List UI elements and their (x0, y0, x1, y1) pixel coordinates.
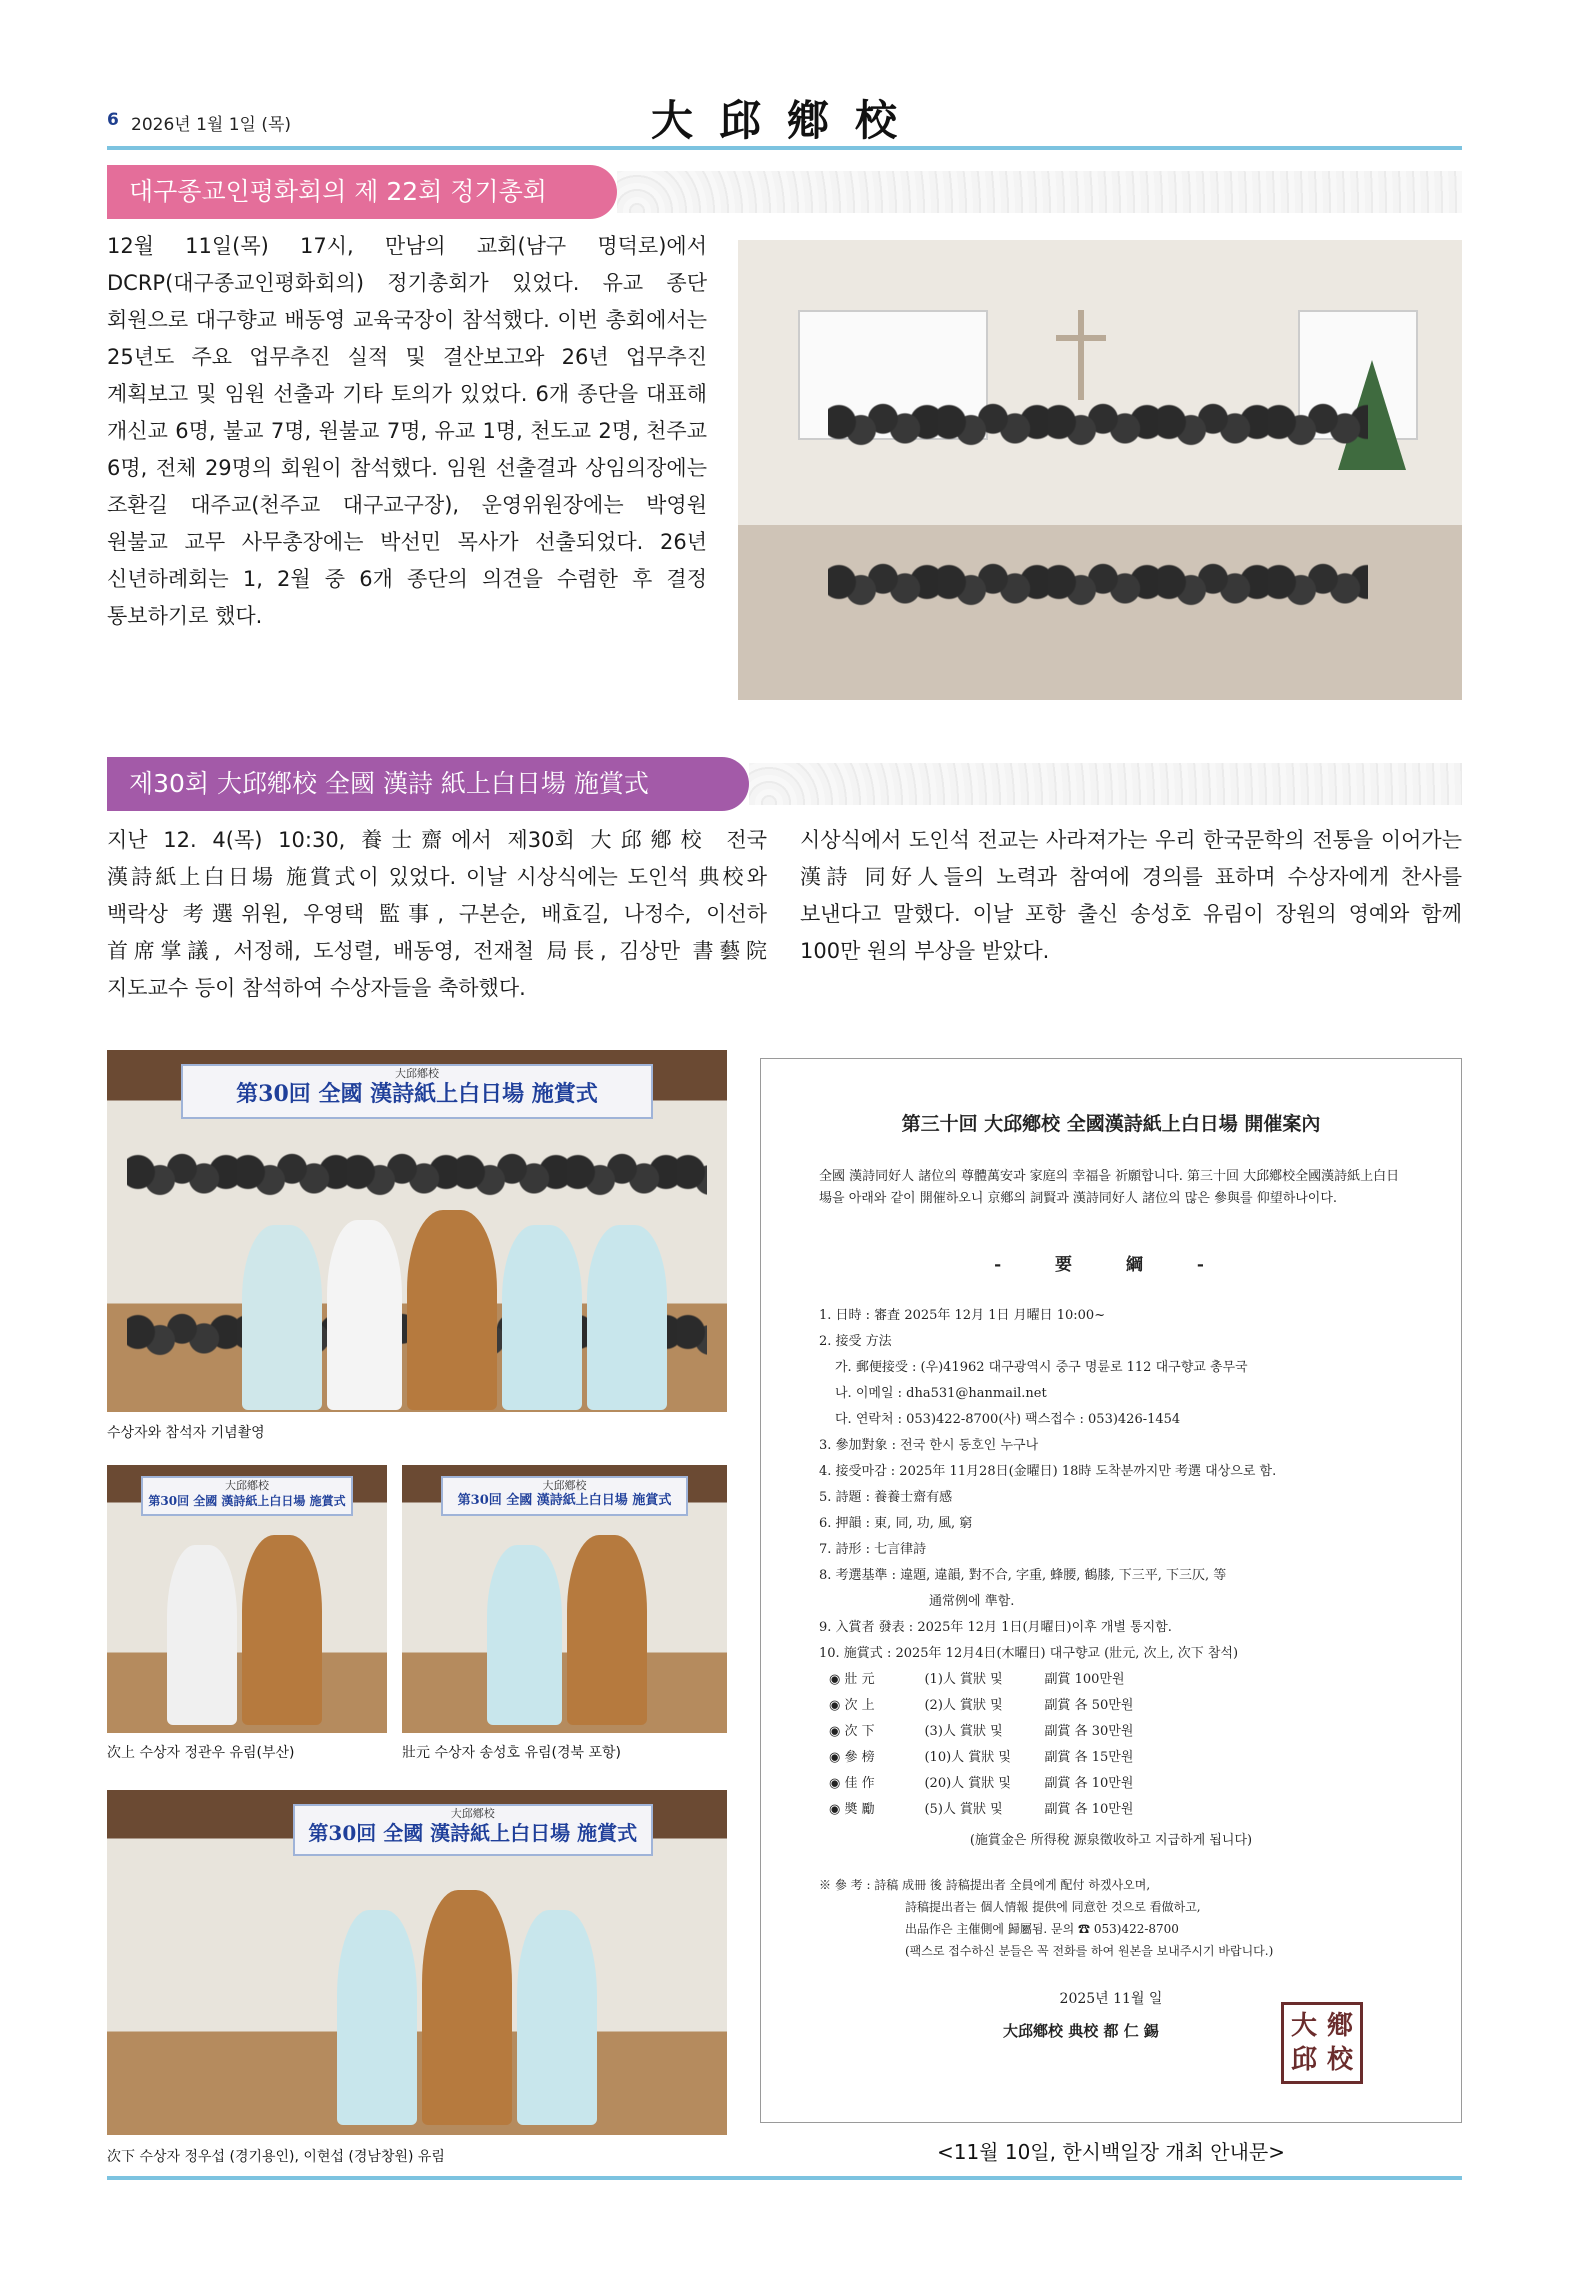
notice-items (819, 1303, 1421, 1823)
notice-item: 9. 入賞者 發表 : 2025年 12月 1日(月曜日)이후 개별 통지함. (819, 1620, 1172, 1635)
notice-item: 6. 押韻 : 東, 同, 功, 風, 窮 (819, 1516, 973, 1531)
notice-caption: <11월 10일, 한시백일장 개최 안내문> (936, 2140, 1286, 2164)
notice-reference: ※ 參 考 : 詩稿 成冊 後 詩稿提出者 全員에게 配付 하겠사오며, 詩稿提出者는 個人情報 提供에 同意한 것으로 看做하고, 出品作은 主催側에 歸屬됨. 문의 ☎ 053)422-8700 (팩스로 접수하신 분들은 꼭 전화를 하여 원본을 보내주시기 바랍니다.) (819, 1878, 1274, 1958)
prize-row: ◉ 奬 勵 (5)人 賞狀 및 副賞 各 10만원 (829, 1802, 1134, 1817)
person-robe (422, 1890, 512, 2125)
banner-pattern (617, 171, 1462, 213)
prize-row: ◉ 次 下 (3)人 賞狀 및 副賞 各 30만원 (829, 1724, 1134, 1739)
notice-item: 8. 考選基準 : 違題, 違韻, 對不合, 字重, 蜂腰, 鶴膝, 下三平, 下三仄, 等 (819, 1568, 1227, 1583)
notice-item: 5. 詩題 : 養養士齋有感 (819, 1490, 953, 1505)
article2-column1: 지난 12. 4(목) 10:30, 養士齋에서 제30회 大邱鄕校 전국 漢詩紙上白日場 施賞式이 있었다. 이날 시상식에는 도인석 典校와 백락상 考選위원, 우영택 監事, 구본순, 배효길, 나정수, 이선하 首席掌議, 서정해, 도성렬, 배동영, 전재철 局長, 김상만 書藝院 지도교수 등이 참석하여 수상자들을 축하했다. (107, 828, 767, 1000)
caption-first-place: 壯元 수상자 송성호 유림(경북 포항) (402, 1745, 622, 1761)
notice-item: 7. 詩形 : 七言律詩 (819, 1542, 927, 1557)
person-robe (242, 1535, 322, 1725)
bullet-icon: ◉ (829, 1672, 841, 1687)
prize-row: ◉ 佳 作 (20)人 賞狀 및 副賞 各 10만원 (829, 1776, 1134, 1791)
ceremony-banner: 大邱鄕校 第30回 全國 漢詩紙上白日場 施賞式 (141, 1476, 354, 1516)
third-place-photo (107, 1790, 727, 2135)
bullet-icon: ◉ (829, 1802, 841, 1817)
official-seal: 大 鄕 邱 校 (1281, 2002, 1363, 2084)
ceremony-banner: 大邱鄕校 第30回 全國 漢詩紙上白日場 施賞式 (441, 1476, 688, 1516)
header-rule (107, 146, 1462, 150)
page-header (107, 88, 1462, 144)
banner-pattern (749, 763, 1462, 805)
notice-item: 2. 接受 方法 (819, 1334, 892, 1349)
prize-note: (施賞金은 所得稅 源泉徵收하고 지급하게 됩니다) (969, 1833, 1253, 1848)
article2-banner (107, 757, 1462, 811)
masthead: 大邱鄕校 (650, 96, 923, 145)
notice-item: 4. 接受마감 : 2025年 11月28日(金曜日) 18時 도착분까지만 考選 대상으로 함. (819, 1464, 1277, 1479)
second-place-photo (107, 1465, 387, 1733)
notice-item: 3. 參加對象 : 전국 한시 동호인 누구나 (819, 1438, 1039, 1453)
bullet-icon: ◉ (829, 1776, 841, 1791)
person-hanbok (487, 1545, 562, 1725)
contest-notice (760, 1058, 1462, 2123)
article1-banner (107, 165, 1462, 219)
caption-third-place: 次下 수상자 정우섭 (경기용인), 이현섭 (경남창원) 유림 (107, 2149, 445, 2165)
article2-column2: 시상식에서 도인석 전교는 사라져가는 우리 한국문학의 전통을 이어가는 漢詩 同好人들의 노력과 참여에 경의를 표하며 수상자에게 찬사를 보낸다고 말했다. 이날 포항 출신 송성호 유림이 장원의 영예와 함께 100만 원의 부상을 받았다. (800, 828, 1462, 963)
first-place-photo (402, 1465, 727, 1733)
ceremony-banner: 大邱鄕校 第30回 全國 漢詩紙上白日場 施賞式 (181, 1064, 652, 1118)
notice-item: 다. 연락처 : 053)422-8700(사) 팩스접수 : 053)426-1454 (835, 1412, 1181, 1427)
cross-icon (1056, 335, 1106, 341)
article1-body: 12월 11일(목) 17시, 만남의 교회(남구 명덕로)에서 DCRP(대구종교인평화회의) 정기총회가 있었다. 유교 종단 회원으로 대구향교 배동영 교육국장이 참석했다. 이번 총회에서는 25년도 주요 업무추진 실적 및 결산보고와 26년 업무추진 계획보고 및 임원 선출과 기타 토의가 있었다. 6개 종단을 대표해 개신교 6명, 불교 7명, 원불교 7명, 유교 1명, 천도교 2명, 천주교 6명, 전체 29명의 회원이 참석했다. 임원 선출결과 상임의장에는 조환길 대주교(천주교 대구교구장), 운영위원장에는 박영원 원불교 교무 사무총장에는 박선민 목사가 선출되었다. 26년 신년하례회는 1, 2월 중 6개 종단의 의견을 수렴한 후 결정 통보하기로 했다. (107, 234, 707, 628)
article2-title: 제30회 大邱鄕校 全國 漢詩 紙上白日場 施賞式 (107, 757, 749, 811)
person-robe (567, 1535, 647, 1725)
group-of-people (828, 390, 1368, 660)
notice-item: 나. 이메일 : dha531@hanmail.net (835, 1386, 1047, 1401)
notice-title: 第三十回 大邱鄕校 全國漢詩紙上白日場 開催案內 (901, 1113, 1321, 1135)
person-hanbok (337, 1910, 417, 2125)
caption-second-place: 次上 수상자 정관우 유림(부산) (107, 1745, 295, 1761)
caption-group-photo: 수상자와 참석자 기념촬영 (107, 1425, 265, 1441)
prize-row: ◉ 次 上 (2)人 賞狀 및 副賞 各 50만원 (829, 1698, 1134, 1713)
page-number: 6 (107, 110, 119, 130)
person-hanbok (587, 1225, 667, 1410)
notice-signatory: 大邱鄕校 典校 都 仁 錫 (1003, 2022, 1159, 2040)
footer-rule (107, 2176, 1462, 2180)
person-robe (407, 1210, 497, 1410)
person-hanbok (242, 1225, 322, 1410)
article1-photo (738, 240, 1462, 700)
notice-item: 1. 日時 : 審査 2025年 12月 1日 月曜日 10:00~ (819, 1308, 1106, 1323)
notice-heading: - 要 綱 - (994, 1255, 1228, 1275)
person-hanbok (167, 1545, 237, 1725)
ceremony-banner: 大邱鄕校 第30回 全國 漢詩紙上白日場 施賞式 (293, 1804, 653, 1856)
award-group-photo (107, 1050, 727, 1412)
issue-date: 2026년 1월 1일 (목) (131, 115, 292, 135)
bullet-icon: ◉ (829, 1698, 841, 1713)
notice-item: 가. 郵便接受 : (우)41962 대구광역시 중구 명륜로 112 대구향교 총무국 (835, 1360, 1248, 1375)
notice-date: 2025년 11월 일 (1059, 1991, 1163, 2007)
bullet-icon: ◉ (829, 1724, 841, 1739)
notice-item: 10. 施賞式 : 2025年 12月4日(木曜日) 대구향교 (壯元, 次上, 次下 참석) (819, 1646, 1239, 1661)
person-hanbok (327, 1220, 402, 1410)
cross-icon (1078, 310, 1084, 400)
notice-intro: 全國 漢詩同好人 諸位의 尊體萬安과 家庭의 幸福을 祈願합니다. 第三十回 大邱鄕校全國漢詩紙上白日場을 아래와 같이 開催하오니 京鄕의 詞賢과 漢詩同好人 諸位의 많은 參與를 仰望하나이다. (819, 1169, 1400, 1206)
notice-item: 通常例에 準함. (929, 1594, 1015, 1609)
bullet-icon: ◉ (829, 1750, 841, 1765)
person-hanbok (517, 1910, 597, 2125)
prize-row: ◉ 參 榜 (10)人 賞狀 및 副賞 各 15만원 (829, 1750, 1134, 1765)
person-hanbok (502, 1225, 582, 1410)
prize-row: ◉ 壯 元 (1)人 賞狀 및 副賞 100만원 (829, 1672, 1125, 1687)
article1-title: 대구종교인평화회의 제 22회 정기총회 (107, 165, 617, 219)
